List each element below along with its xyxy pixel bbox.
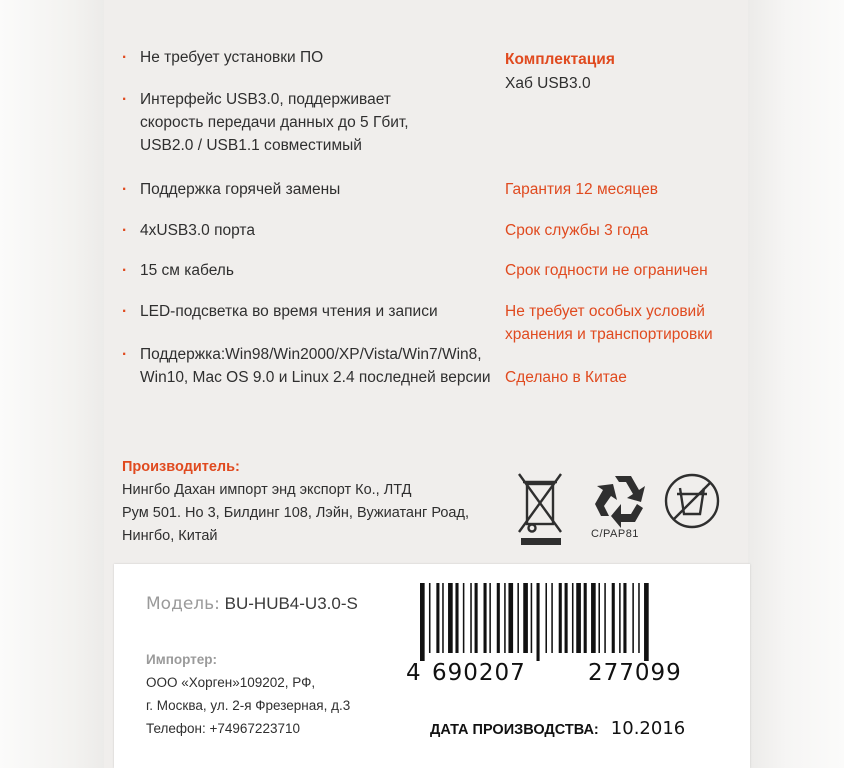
- barcode-bar: [565, 583, 568, 653]
- manufacturer-title: Производитель:: [122, 459, 240, 475]
- barcode-bar: [632, 583, 634, 653]
- barcode: [420, 583, 720, 661]
- feature-item: · Поддержка:Win98/Win2000/XP/Vista/Win7/Win8, Win10, Mac OS 9.0 и Linux 2.4 последней версии: [122, 346, 491, 386]
- barcode-bar: [475, 583, 478, 653]
- manufacturer-line: Нингбо Дахан импорт энд экспорт Ко., ЛТД: [122, 482, 412, 498]
- feature-item: · Интерфейс USB3.0, поддерживает скорость передачи данных до 5 Гбит, USB2.0 / USB1.1 совместимый: [122, 91, 409, 154]
- production-date-label: ДАТА ПРОИЗВОДСТВА:: [430, 722, 599, 738]
- barcode-bar: [504, 583, 506, 653]
- barcode-digits-3: 277099: [588, 660, 682, 686]
- barcode-bar: [576, 583, 581, 653]
- package-title: Комплектация: [505, 51, 615, 68]
- recycling-arrows-icon: [593, 472, 653, 528]
- feature-item: · 4xUSB3.0 порта: [122, 222, 255, 239]
- importer-block: [146, 648, 350, 740]
- barcode-bar: [455, 583, 458, 653]
- importer-line: Телефон: +74967223710: [146, 721, 300, 736]
- barcode-bar: [484, 583, 487, 653]
- production-date-value: 10.2016: [610, 718, 686, 739]
- not-food-safe-icon: [663, 470, 721, 532]
- barcode-digit-1: 4: [406, 660, 422, 686]
- feature-item: · LED-подсветка во время чтения и записи: [122, 303, 438, 320]
- feature-item: · Поддержка горячей замены: [122, 181, 341, 198]
- certification-icons: [515, 470, 725, 550]
- importer-title: Импортер:: [146, 652, 218, 667]
- barcode-bar: [612, 583, 615, 653]
- barcode-digits-2: 690207: [432, 660, 526, 686]
- manufacturer-block: [122, 456, 482, 548]
- barcode-bar: [442, 583, 444, 653]
- service-life: Срок службы 3 года: [505, 222, 649, 239]
- box-right-edge: [748, 0, 844, 768]
- barcode-bar: [537, 583, 540, 661]
- warranty: Гарантия 12 месяцев: [505, 181, 658, 198]
- barcode-bar: [420, 583, 425, 661]
- recycle-code: C/PAP81: [591, 528, 639, 540]
- manufacturer-line: Нингбо, Китай: [122, 528, 218, 544]
- importer-line: г. Москва, ул. 2-я Фрезерная, д.3: [146, 698, 351, 713]
- barcode-bar: [584, 583, 587, 653]
- barcode-bar: [572, 583, 574, 653]
- barcode-bar: [644, 583, 649, 661]
- manufacturer-line: Рум 501. Но 3, Билдинг 108, Лэйн, Вужиатанг Роад,: [122, 505, 469, 521]
- barcode-bar: [448, 583, 453, 653]
- barcode-bar: [497, 583, 500, 653]
- barcode-bar: [638, 583, 640, 653]
- barcode-bar: [489, 583, 491, 653]
- barcode-bar: [545, 583, 547, 653]
- barcode-bar: [463, 583, 465, 653]
- model-label: Модель:: [146, 594, 220, 614]
- barcode-bar: [508, 583, 513, 653]
- barcode-bar: [598, 583, 600, 653]
- box-left-edge: [0, 0, 104, 768]
- model-line: [146, 594, 358, 614]
- barcode-bar: [523, 583, 528, 653]
- shelf-life: Срок годности не ограничен: [505, 262, 708, 279]
- barcode-bar: [591, 583, 596, 653]
- production-date: [430, 718, 685, 739]
- barcode-bar: [429, 583, 431, 653]
- barcode-bar: [619, 583, 621, 653]
- barcode-bar: [623, 583, 626, 653]
- barcode-bar: [604, 583, 606, 653]
- importer-line: ООО «Хорген»109202, РФ,: [146, 675, 316, 690]
- package-item: Хаб USB3.0: [505, 75, 591, 92]
- barcode-bar: [436, 583, 439, 653]
- barcode-bar: [470, 583, 472, 653]
- storage-conditions: Не требует особых условий хранения и транспортировки: [505, 303, 713, 343]
- origin: Сделано в Китае: [505, 369, 627, 386]
- barcode-bar: [531, 583, 533, 653]
- barcode-bar: [517, 583, 519, 653]
- barcode-bar: [559, 583, 562, 653]
- feature-item: · Не требует установки ПО: [122, 49, 324, 66]
- feature-item: · 15 см кабель: [122, 262, 234, 279]
- weee-crossed-bin-icon: [515, 470, 567, 546]
- barcode-bar: [551, 583, 553, 653]
- model-value: BU-HUB4-U3.0-S: [224, 594, 358, 613]
